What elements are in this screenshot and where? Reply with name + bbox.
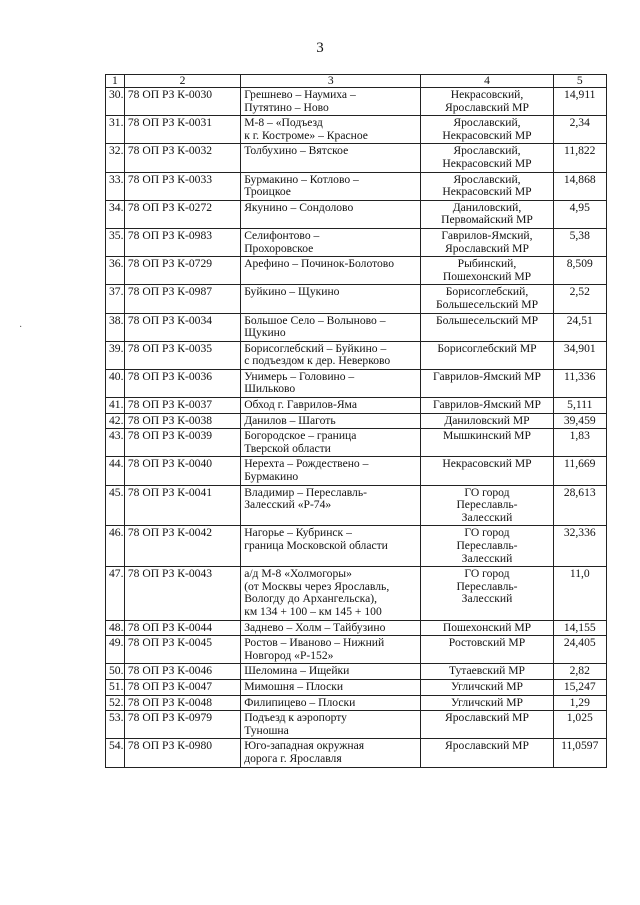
road-name: Филипицево – Плоски bbox=[241, 695, 421, 711]
district: ГО город Переславль- Залесский bbox=[421, 485, 553, 526]
row-number: 33. bbox=[106, 172, 125, 200]
road-name: Ростов – Иваново – Нижний Новгород «Р-152» bbox=[241, 636, 421, 664]
table-row bbox=[106, 429, 607, 457]
district: Борисоглебский МР bbox=[421, 341, 553, 369]
road-name: Селифонтово – Прохоровское bbox=[241, 228, 421, 256]
road-name: Подъезд к аэропорту Туношна bbox=[241, 711, 421, 739]
row-number: 47. bbox=[106, 567, 125, 620]
road-name: Шеломина – Ищейки bbox=[241, 664, 421, 680]
road-code: 78 ОП РЗ К-0042 bbox=[124, 526, 240, 567]
road-length: 11,0 bbox=[553, 567, 606, 620]
road-length: 32,336 bbox=[553, 526, 606, 567]
road-code: 78 ОП РЗ К-0037 bbox=[124, 398, 240, 414]
table-row bbox=[106, 257, 607, 285]
row-number: 44. bbox=[106, 457, 125, 485]
district: Гаврилов-Ямский МР bbox=[421, 369, 553, 397]
row-number: 51. bbox=[106, 679, 125, 695]
road-code: 78 ОП РЗ К-0048 bbox=[124, 695, 240, 711]
road-code: 78 ОП РЗ К-0983 bbox=[124, 228, 240, 256]
road-length: 24,405 bbox=[553, 636, 606, 664]
road-name: а/д М-8 «Холмогоры» (от Москвы через Ярославль, Вологду до Архангельска), км 134 + 100 – км 145 + 100 bbox=[241, 567, 421, 620]
road-name: Борисоглебский – Буйкино – с подъездом к дер. Неверково bbox=[241, 341, 421, 369]
margin-mark: · bbox=[19, 322, 23, 333]
road-code: 78 ОП РЗ К-0979 bbox=[124, 711, 240, 739]
road-name: Данилов – Шаготь bbox=[241, 413, 421, 429]
district: Пошехонский МР bbox=[421, 620, 553, 636]
road-code: 78 ОП РЗ К-0033 bbox=[124, 172, 240, 200]
table-row bbox=[106, 369, 607, 397]
road-name: Нерехта – Рождествено – Бурмакино bbox=[241, 457, 421, 485]
row-number: 43. bbox=[106, 429, 125, 457]
road-name: Большое Село – Волыново – Щукино bbox=[241, 313, 421, 341]
district: Гаврилов-Ямский МР bbox=[421, 398, 553, 414]
table-row bbox=[106, 679, 607, 695]
road-length: 39,459 bbox=[553, 413, 606, 429]
row-number: 49. bbox=[106, 636, 125, 664]
district: Тутаевский МР bbox=[421, 664, 553, 680]
road-length: 5,111 bbox=[553, 398, 606, 414]
road-length: 34,901 bbox=[553, 341, 606, 369]
road-length: 11,336 bbox=[553, 369, 606, 397]
road-length: 4,95 bbox=[553, 200, 606, 228]
road-name: Нагорье – Кубринск – граница Московской области bbox=[241, 526, 421, 567]
district: Ярославский МР bbox=[421, 739, 553, 767]
district: Ярославский, Некрасовский МР bbox=[421, 172, 553, 200]
table-row bbox=[106, 228, 607, 256]
district: Угличский МР bbox=[421, 679, 553, 695]
road-name: Владимир – Переславль- Залесский «Р-74» bbox=[241, 485, 421, 526]
road-code: 78 ОП РЗ К-0035 bbox=[124, 341, 240, 369]
road-length: 1,025 bbox=[553, 711, 606, 739]
header-col-5: 5 bbox=[553, 75, 606, 88]
row-number: 39. bbox=[106, 341, 125, 369]
road-length: 14,868 bbox=[553, 172, 606, 200]
row-number: 31. bbox=[106, 116, 125, 144]
table-row bbox=[106, 711, 607, 739]
district: ГО город Переславль- Залесский bbox=[421, 526, 553, 567]
table-row bbox=[106, 200, 607, 228]
road-code: 78 ОП РЗ К-0041 bbox=[124, 485, 240, 526]
row-number: 50. bbox=[106, 664, 125, 680]
table-row bbox=[106, 485, 607, 526]
road-name: Мимошня – Плоски bbox=[241, 679, 421, 695]
road-name: Заднево – Холм – Тайбузино bbox=[241, 620, 421, 636]
row-number: 37. bbox=[106, 285, 125, 313]
row-number: 36. bbox=[106, 257, 125, 285]
road-length: 2,52 bbox=[553, 285, 606, 313]
row-number: 46. bbox=[106, 526, 125, 567]
district: Мышкинский МР bbox=[421, 429, 553, 457]
road-length: 5,38 bbox=[553, 228, 606, 256]
row-number: 30. bbox=[106, 88, 125, 116]
road-length: 24,51 bbox=[553, 313, 606, 341]
district: Рыбинский, Пошехонский МР bbox=[421, 257, 553, 285]
district: Борисоглебский, Большесельский МР bbox=[421, 285, 553, 313]
district: Ярославский МР bbox=[421, 711, 553, 739]
district: Большесельский МР bbox=[421, 313, 553, 341]
road-name: Толбухино – Вятское bbox=[241, 144, 421, 172]
table-body bbox=[106, 88, 607, 768]
road-length: 15,247 bbox=[553, 679, 606, 695]
table-row bbox=[106, 144, 607, 172]
road-code: 78 ОП РЗ К-0040 bbox=[124, 457, 240, 485]
district: Некрасовский, Ярославский МР bbox=[421, 88, 553, 116]
district: Ярославский, Некрасовский МР bbox=[421, 144, 553, 172]
road-length: 2,82 bbox=[553, 664, 606, 680]
row-number: 53. bbox=[106, 711, 125, 739]
road-code: 78 ОП РЗ К-0272 bbox=[124, 200, 240, 228]
row-number: 35. bbox=[106, 228, 125, 256]
row-number: 52. bbox=[106, 695, 125, 711]
district: Некрасовский МР bbox=[421, 457, 553, 485]
table-row bbox=[106, 636, 607, 664]
district: Гаврилов-Ямский, Ярославский МР bbox=[421, 228, 553, 256]
table-row bbox=[106, 664, 607, 680]
road-code: 78 ОП РЗ К-0030 bbox=[124, 88, 240, 116]
table-row bbox=[106, 695, 607, 711]
road-length: 11,669 bbox=[553, 457, 606, 485]
header-col-3: 3 bbox=[241, 75, 421, 88]
table-row bbox=[106, 457, 607, 485]
road-name: Богородское – граница Тверской области bbox=[241, 429, 421, 457]
table-row bbox=[106, 567, 607, 620]
table-row bbox=[106, 341, 607, 369]
district: Ростовский МР bbox=[421, 636, 553, 664]
road-name: Юго-западная окружная дорога г. Ярославля bbox=[241, 739, 421, 767]
road-name: Бурмакино – Котлово – Троицкое bbox=[241, 172, 421, 200]
district: Ярославский, Некрасовский МР bbox=[421, 116, 553, 144]
row-number: 48. bbox=[106, 620, 125, 636]
table-row bbox=[106, 398, 607, 414]
road-name: Арефино – Починок-Болотово bbox=[241, 257, 421, 285]
road-name: Грешнево – Наумиха – Путятино – Ново bbox=[241, 88, 421, 116]
table-row bbox=[106, 620, 607, 636]
road-code: 78 ОП РЗ К-0031 bbox=[124, 116, 240, 144]
table-row bbox=[106, 88, 607, 116]
row-number: 54. bbox=[106, 739, 125, 767]
road-length: 11,0597 bbox=[553, 739, 606, 767]
header-col-4: 4 bbox=[421, 75, 553, 88]
district: Угличский МР bbox=[421, 695, 553, 711]
table-row bbox=[106, 313, 607, 341]
road-length: 2,34 bbox=[553, 116, 606, 144]
row-number: 38. bbox=[106, 313, 125, 341]
road-name: Буйкино – Щукино bbox=[241, 285, 421, 313]
road-code: 78 ОП РЗ К-0034 bbox=[124, 313, 240, 341]
row-number: 40. bbox=[106, 369, 125, 397]
row-number: 42. bbox=[106, 413, 125, 429]
road-code: 78 ОП РЗ К-0047 bbox=[124, 679, 240, 695]
road-code: 78 ОП РЗ К-0039 bbox=[124, 429, 240, 457]
road-code: 78 ОП РЗ К-0987 bbox=[124, 285, 240, 313]
road-code: 78 ОП РЗ К-0038 bbox=[124, 413, 240, 429]
road-name: Унимерь – Головино – Шильково bbox=[241, 369, 421, 397]
road-name: Обход г. Гаврилов-Яма bbox=[241, 398, 421, 414]
header-col-2: 2 bbox=[124, 75, 240, 88]
district: ГО город Переславль- Залесский bbox=[421, 567, 553, 620]
district: Даниловский МР bbox=[421, 413, 553, 429]
road-code: 78 ОП РЗ К-0044 bbox=[124, 620, 240, 636]
road-name: Якунино – Сондолово bbox=[241, 200, 421, 228]
road-code: 78 ОП РЗ К-0036 bbox=[124, 369, 240, 397]
district: Даниловский, Первомайский МР bbox=[421, 200, 553, 228]
road-length: 28,613 bbox=[553, 485, 606, 526]
page-number: 3 bbox=[316, 40, 324, 56]
row-number: 41. bbox=[106, 398, 125, 414]
table-row bbox=[106, 526, 607, 567]
row-number: 45. bbox=[106, 485, 125, 526]
table-header-row bbox=[106, 75, 607, 88]
road-length: 14,155 bbox=[553, 620, 606, 636]
roads-table bbox=[105, 74, 607, 768]
road-name: М-8 – «Подъезд к г. Костроме» – Красное bbox=[241, 116, 421, 144]
road-code: 78 ОП РЗ К-0045 bbox=[124, 636, 240, 664]
road-length: 1,29 bbox=[553, 695, 606, 711]
row-number: 34. bbox=[106, 200, 125, 228]
road-code: 78 ОП РЗ К-0980 bbox=[124, 739, 240, 767]
road-length: 14,911 bbox=[553, 88, 606, 116]
road-length: 1,83 bbox=[553, 429, 606, 457]
road-code: 78 ОП РЗ К-0729 bbox=[124, 257, 240, 285]
table-row bbox=[106, 413, 607, 429]
table-row bbox=[106, 739, 607, 767]
road-length: 11,822 bbox=[553, 144, 606, 172]
road-code: 78 ОП РЗ К-0046 bbox=[124, 664, 240, 680]
header-col-1: 1 bbox=[106, 75, 125, 88]
table-row bbox=[106, 285, 607, 313]
table-row bbox=[106, 116, 607, 144]
road-code: 78 ОП РЗ К-0043 bbox=[124, 567, 240, 620]
row-number: 32. bbox=[106, 144, 125, 172]
road-length: 8,509 bbox=[553, 257, 606, 285]
table-row bbox=[106, 172, 607, 200]
road-code: 78 ОП РЗ К-0032 bbox=[124, 144, 240, 172]
